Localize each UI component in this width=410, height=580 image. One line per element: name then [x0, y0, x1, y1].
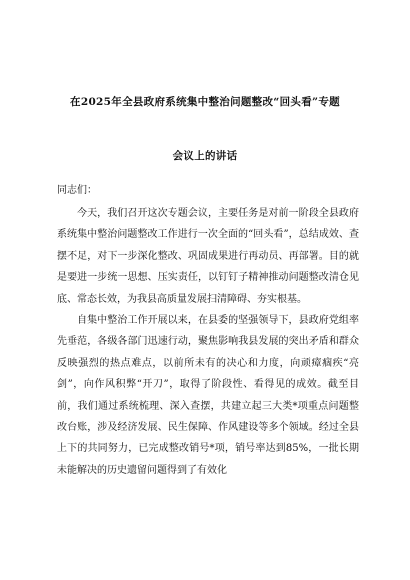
document-title-line2: 会议上的讲话	[172, 150, 238, 162]
document-title-line1: 在2025年全县政府系统集中整治问题整改“回头看”专题	[70, 96, 340, 108]
document-body	[57, 203, 359, 481]
paragraph: 今天，我们召开这次专题会议，主要任务是对前一阶段全县政府系统集中整治问题整改工作进行一次全面的“回头看”，总结成效、查摆不足，对下一步深化整改、巩固成果进行再动员、再部署。目的就是要进一步统一思想、压实责任，以钉钉子精神推动问题整改清仓见底、常态长效，为我县高质量发展扫清障碍、夯实根基。	[57, 208, 359, 305]
greeting: 同志们：	[57, 185, 97, 196]
paragraph: 自集中整治工作开展以来，在县委的坚强领导下，县政府党组率先垂范，各级各部门迅速行动，聚焦影响我县发展的突出矛盾和群众反映强烈的热点难点，以前所未有的决心和力度，向顽瘴痼疾“亮剑”，向作风积弊“开刀”，取得了阶段性、看得见的成效。截至目前，我们通过系统梳理、深入查摆，共建立起三大类*项重点问题整改台账，涉及经济发展、民生保障、作风建设等多个领域。经过全县上下的共同努力，已完成整改销号*项，销号率达到85%，一批长期未能解决的历史遗留问题得到了有效化	[57, 315, 359, 476]
